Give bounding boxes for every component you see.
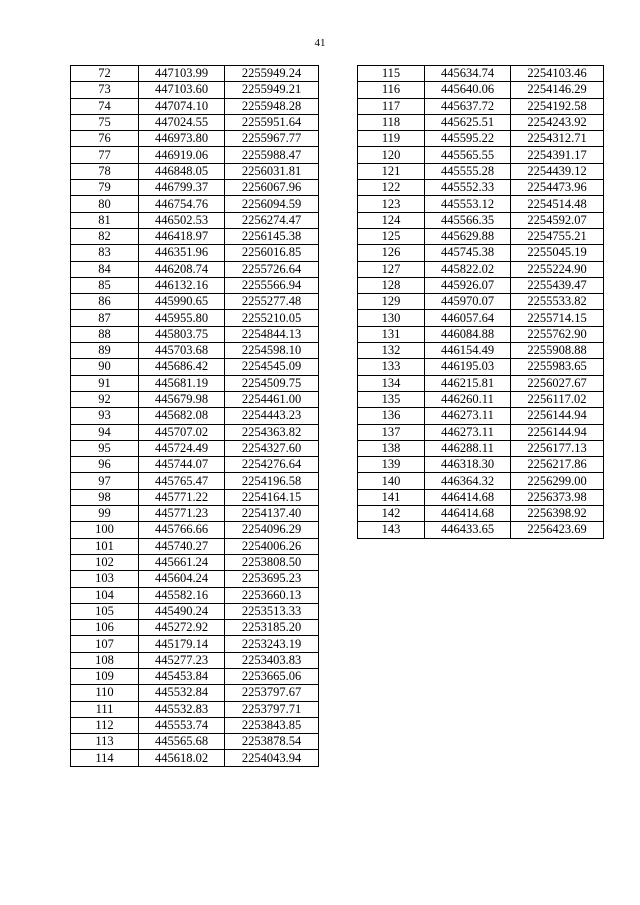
table-row [358,163,604,179]
table-row [71,652,319,668]
table-row [71,212,319,228]
table-row [71,66,319,82]
y-coordinate-cell: 2256274.47 [225,212,319,228]
point-number-cell: 108 [71,652,139,668]
point-number-cell: 103 [71,571,139,587]
coordinates-table-left [70,65,319,767]
x-coordinate-cell: 446057.64 [425,310,511,326]
point-number-cell: 132 [358,343,425,359]
point-number-cell: 107 [71,636,139,652]
y-coordinate-cell: 2256117.02 [511,391,604,407]
table-row [358,180,604,196]
point-number-cell: 134 [358,375,425,391]
table-row [71,424,319,440]
x-coordinate-cell: 445682.08 [139,408,225,424]
point-number-cell: 118 [358,114,425,130]
table-row [71,473,319,489]
point-number-cell: 116 [358,82,425,98]
x-coordinate-cell: 445771.22 [139,489,225,505]
y-coordinate-cell: 2254755.21 [511,228,604,244]
point-number-cell: 97 [71,473,139,489]
x-coordinate-cell: 445604.24 [139,571,225,587]
point-number-cell: 121 [358,163,425,179]
table-row [71,228,319,244]
y-coordinate-cell: 2254598.10 [225,343,319,359]
point-number-cell: 86 [71,294,139,310]
point-number-cell: 104 [71,587,139,603]
y-coordinate-cell: 2254473.96 [511,180,604,196]
point-number-cell: 102 [71,554,139,570]
point-number-cell: 87 [71,310,139,326]
y-coordinate-cell: 2255948.28 [225,98,319,114]
y-coordinate-cell: 2254006.26 [225,538,319,554]
y-coordinate-cell: 2253843.85 [225,717,319,733]
y-coordinate-cell: 2255762.90 [511,326,604,342]
table-row [358,391,604,407]
coordinates-table-right-body [358,66,604,539]
table-row [358,245,604,261]
x-coordinate-cell: 445582.16 [139,587,225,603]
x-coordinate-cell: 446273.11 [425,408,511,424]
table-row [358,147,604,163]
table-row [358,375,604,391]
x-coordinate-cell: 446433.65 [425,522,511,538]
point-number-cell: 75 [71,114,139,130]
x-coordinate-cell: 445707.02 [139,424,225,440]
point-number-cell: 112 [71,717,139,733]
y-coordinate-cell: 2254592.07 [511,212,604,228]
x-coordinate-cell: 446502.53 [139,212,225,228]
table-row [71,571,319,587]
x-coordinate-cell: 446260.11 [425,391,511,407]
x-coordinate-cell: 445552.33 [425,180,511,196]
table-row [71,701,319,717]
table-row [358,440,604,456]
table-row [358,506,604,522]
table-row [71,245,319,261]
y-coordinate-cell: 2254192.58 [511,98,604,114]
x-coordinate-cell: 445803.75 [139,326,225,342]
y-coordinate-cell: 2255951.64 [225,114,319,130]
y-coordinate-cell: 2253695.23 [225,571,319,587]
point-number-cell: 119 [358,131,425,147]
table-row [71,261,319,277]
point-number-cell: 77 [71,147,139,163]
x-coordinate-cell: 445532.83 [139,701,225,717]
x-coordinate-cell: 446919.06 [139,147,225,163]
point-number-cell: 131 [358,326,425,342]
y-coordinate-cell: 2254844.13 [225,326,319,342]
point-number-cell: 128 [358,277,425,293]
table-row [71,750,319,766]
table-row [358,310,604,326]
y-coordinate-cell: 2253660.13 [225,587,319,603]
table-row [358,489,604,505]
y-coordinate-cell: 2256398.92 [511,506,604,522]
x-coordinate-cell: 446351.96 [139,245,225,261]
point-number-cell: 140 [358,473,425,489]
x-coordinate-cell: 446084.88 [425,326,511,342]
x-coordinate-cell: 446288.11 [425,440,511,456]
y-coordinate-cell: 2256067.96 [225,180,319,196]
table-row [358,424,604,440]
point-number-cell: 137 [358,424,425,440]
x-coordinate-cell: 445625.51 [425,114,511,130]
coordinates-table-right [357,65,604,539]
y-coordinate-cell: 2256423.69 [511,522,604,538]
y-coordinate-cell: 2256094.59 [225,196,319,212]
point-number-cell: 95 [71,440,139,456]
table-row [71,114,319,130]
y-coordinate-cell: 2256145.38 [225,228,319,244]
point-number-cell: 91 [71,375,139,391]
table-row [71,636,319,652]
x-coordinate-cell: 445926.07 [425,277,511,293]
x-coordinate-cell: 445565.68 [139,734,225,750]
point-number-cell: 139 [358,457,425,473]
x-coordinate-cell: 445771.23 [139,506,225,522]
table-row [71,587,319,603]
point-number-cell: 124 [358,212,425,228]
point-number-cell: 80 [71,196,139,212]
x-coordinate-cell: 446754.76 [139,196,225,212]
table-row [71,277,319,293]
point-number-cell: 94 [71,424,139,440]
point-number-cell: 127 [358,261,425,277]
y-coordinate-cell: 2256027.67 [511,375,604,391]
table-row [71,98,319,114]
y-coordinate-cell: 2254545.09 [225,359,319,375]
y-coordinate-cell: 2256177.13 [511,440,604,456]
table-row [358,261,604,277]
y-coordinate-cell: 2254443.23 [225,408,319,424]
x-coordinate-cell: 445553.12 [425,196,511,212]
table-row [358,196,604,212]
table-row [358,326,604,342]
y-coordinate-cell: 2254164.15 [225,489,319,505]
point-number-cell: 89 [71,343,139,359]
y-coordinate-cell: 2255949.21 [225,82,319,98]
point-number-cell: 142 [358,506,425,522]
y-coordinate-cell: 2254137.40 [225,506,319,522]
x-coordinate-cell: 445765.47 [139,473,225,489]
table-row [71,294,319,310]
table-row [358,98,604,114]
y-coordinate-cell: 2255566.94 [225,277,319,293]
point-number-cell: 88 [71,326,139,342]
x-coordinate-cell: 446418.97 [139,228,225,244]
table-row [71,538,319,554]
x-coordinate-cell: 445634.74 [425,66,511,82]
table-row [71,359,319,375]
y-coordinate-cell: 2254103.46 [511,66,604,82]
y-coordinate-cell: 2255210.05 [225,310,319,326]
table-row [71,326,319,342]
x-coordinate-cell: 445277.23 [139,652,225,668]
x-coordinate-cell: 445532.84 [139,685,225,701]
point-number-cell: 141 [358,489,425,505]
y-coordinate-cell: 2254391.17 [511,147,604,163]
table-row [71,717,319,733]
table-row [358,473,604,489]
table-row [71,522,319,538]
table-row [358,343,604,359]
table-row [71,391,319,407]
point-number-cell: 122 [358,180,425,196]
table-row [358,228,604,244]
point-number-cell: 92 [71,391,139,407]
x-coordinate-cell: 447074.10 [139,98,225,114]
coordinates-table-left-body [71,66,319,767]
y-coordinate-cell: 2254096.29 [225,522,319,538]
table-row [71,310,319,326]
point-number-cell: 129 [358,294,425,310]
y-coordinate-cell: 2254276.64 [225,457,319,473]
table-row [71,620,319,636]
y-coordinate-cell: 2255949.24 [225,66,319,82]
x-coordinate-cell: 445179.14 [139,636,225,652]
x-coordinate-cell: 446215.81 [425,375,511,391]
table-row [71,131,319,147]
point-number-cell: 115 [358,66,425,82]
y-coordinate-cell: 2254363.82 [225,424,319,440]
point-number-cell: 106 [71,620,139,636]
y-coordinate-cell: 2255988.47 [225,147,319,163]
x-coordinate-cell: 446414.68 [425,489,511,505]
x-coordinate-cell: 446154.49 [425,343,511,359]
x-coordinate-cell: 445553.74 [139,717,225,733]
y-coordinate-cell: 2253665.06 [225,668,319,684]
y-coordinate-cell: 2256144.94 [511,408,604,424]
y-coordinate-cell: 2254043.94 [225,750,319,766]
table-row [358,114,604,130]
y-coordinate-cell: 2254327.60 [225,440,319,456]
table-row [358,359,604,375]
point-number-cell: 110 [71,685,139,701]
x-coordinate-cell: 445822.02 [425,261,511,277]
x-coordinate-cell: 446195.03 [425,359,511,375]
point-number-cell: 82 [71,228,139,244]
x-coordinate-cell: 445766.66 [139,522,225,538]
y-coordinate-cell: 2253878.54 [225,734,319,750]
y-coordinate-cell: 2255533.82 [511,294,604,310]
point-number-cell: 96 [71,457,139,473]
point-number-cell: 138 [358,440,425,456]
y-coordinate-cell: 2255045.19 [511,245,604,261]
x-coordinate-cell: 446273.11 [425,424,511,440]
y-coordinate-cell: 2255726.64 [225,261,319,277]
x-coordinate-cell: 446364.32 [425,473,511,489]
table-row [358,82,604,98]
point-number-cell: 114 [71,750,139,766]
y-coordinate-cell: 2254509.75 [225,375,319,391]
table-row [71,734,319,750]
point-number-cell: 76 [71,131,139,147]
point-number-cell: 111 [71,701,139,717]
x-coordinate-cell: 447103.60 [139,82,225,98]
y-coordinate-cell: 2254514.48 [511,196,604,212]
x-coordinate-cell: 445955.80 [139,310,225,326]
x-coordinate-cell: 445629.88 [425,228,511,244]
y-coordinate-cell: 2256217.86 [511,457,604,473]
point-number-cell: 85 [71,277,139,293]
y-coordinate-cell: 2253185.20 [225,620,319,636]
y-coordinate-cell: 2253403.83 [225,652,319,668]
table-row [358,277,604,293]
table-row [358,212,604,228]
x-coordinate-cell: 445618.02 [139,750,225,766]
table-row [71,408,319,424]
table-row [71,343,319,359]
table-row [71,506,319,522]
point-number-cell: 99 [71,506,139,522]
table-row [358,457,604,473]
point-number-cell: 73 [71,82,139,98]
x-coordinate-cell: 446848.05 [139,163,225,179]
y-coordinate-cell: 2253513.33 [225,603,319,619]
table-row [71,685,319,701]
x-coordinate-cell: 445272.92 [139,620,225,636]
y-coordinate-cell: 2253797.71 [225,701,319,717]
x-coordinate-cell: 447024.55 [139,114,225,130]
x-coordinate-cell: 446414.68 [425,506,511,522]
point-number-cell: 79 [71,180,139,196]
y-coordinate-cell: 2254243.92 [511,114,604,130]
y-coordinate-cell: 2254461.00 [225,391,319,407]
y-coordinate-cell: 2255277.48 [225,294,319,310]
table-row [358,66,604,82]
x-coordinate-cell: 446132.16 [139,277,225,293]
point-number-cell: 133 [358,359,425,375]
table-row [71,82,319,98]
point-number-cell: 126 [358,245,425,261]
point-number-cell: 113 [71,734,139,750]
point-number-cell: 100 [71,522,139,538]
x-coordinate-cell: 445640.06 [425,82,511,98]
table-row [71,180,319,196]
table-row [358,294,604,310]
x-coordinate-cell: 445661.24 [139,554,225,570]
y-coordinate-cell: 2254312.71 [511,131,604,147]
x-coordinate-cell: 445686.42 [139,359,225,375]
point-number-cell: 81 [71,212,139,228]
x-coordinate-cell: 445745.38 [425,245,511,261]
table-row [71,440,319,456]
table-row [358,131,604,147]
table-row [358,522,604,538]
table-row [71,375,319,391]
point-number-cell: 125 [358,228,425,244]
y-coordinate-cell: 2254196.58 [225,473,319,489]
point-number-cell: 78 [71,163,139,179]
point-number-cell: 123 [358,196,425,212]
x-coordinate-cell: 446799.37 [139,180,225,196]
y-coordinate-cell: 2255967.77 [225,131,319,147]
x-coordinate-cell: 445724.49 [139,440,225,456]
x-coordinate-cell: 445453.84 [139,668,225,684]
x-coordinate-cell: 445679.98 [139,391,225,407]
y-coordinate-cell: 2253243.19 [225,636,319,652]
y-coordinate-cell: 2253808.50 [225,554,319,570]
x-coordinate-cell: 445681.19 [139,375,225,391]
point-number-cell: 90 [71,359,139,375]
table-row [71,147,319,163]
y-coordinate-cell: 2254146.29 [511,82,604,98]
point-number-cell: 101 [71,538,139,554]
x-coordinate-cell: 445990.65 [139,294,225,310]
point-number-cell: 84 [71,261,139,277]
x-coordinate-cell: 446208.74 [139,261,225,277]
x-coordinate-cell: 445595.22 [425,131,511,147]
point-number-cell: 109 [71,668,139,684]
x-coordinate-cell: 445565.55 [425,147,511,163]
x-coordinate-cell: 445703.68 [139,343,225,359]
table-row [71,603,319,619]
y-coordinate-cell: 2256016.85 [225,245,319,261]
point-number-cell: 120 [358,147,425,163]
y-coordinate-cell: 2255224.90 [511,261,604,277]
y-coordinate-cell: 2256299.00 [511,473,604,489]
y-coordinate-cell: 2256373.98 [511,489,604,505]
point-number-cell: 93 [71,408,139,424]
x-coordinate-cell: 445566.35 [425,212,511,228]
point-number-cell: 143 [358,522,425,538]
y-coordinate-cell: 2255714.15 [511,310,604,326]
table-row [71,457,319,473]
point-number-cell: 83 [71,245,139,261]
x-coordinate-cell: 445740.27 [139,538,225,554]
x-coordinate-cell: 445744.07 [139,457,225,473]
point-number-cell: 72 [71,66,139,82]
point-number-cell: 135 [358,391,425,407]
x-coordinate-cell: 446973.80 [139,131,225,147]
table-row [71,554,319,570]
table-row [71,163,319,179]
y-coordinate-cell: 2256031.81 [225,163,319,179]
table-row [71,489,319,505]
x-coordinate-cell: 446318.30 [425,457,511,473]
x-coordinate-cell: 445490.24 [139,603,225,619]
x-coordinate-cell: 447103.99 [139,66,225,82]
x-coordinate-cell: 445970.07 [425,294,511,310]
point-number-cell: 98 [71,489,139,505]
table-row [71,196,319,212]
y-coordinate-cell: 2256144.94 [511,424,604,440]
x-coordinate-cell: 445637.72 [425,98,511,114]
point-number-cell: 130 [358,310,425,326]
y-coordinate-cell: 2255983.65 [511,359,604,375]
y-coordinate-cell: 2255439.47 [511,277,604,293]
y-coordinate-cell: 2253797.67 [225,685,319,701]
point-number-cell: 105 [71,603,139,619]
x-coordinate-cell: 445555.28 [425,163,511,179]
point-number-cell: 136 [358,408,425,424]
y-coordinate-cell: 2254439.12 [511,163,604,179]
table-row [358,408,604,424]
page-number: 41 [314,37,326,49]
table-row [71,668,319,684]
point-number-cell: 117 [358,98,425,114]
point-number-cell: 74 [71,98,139,114]
y-coordinate-cell: 2255908.88 [511,343,604,359]
